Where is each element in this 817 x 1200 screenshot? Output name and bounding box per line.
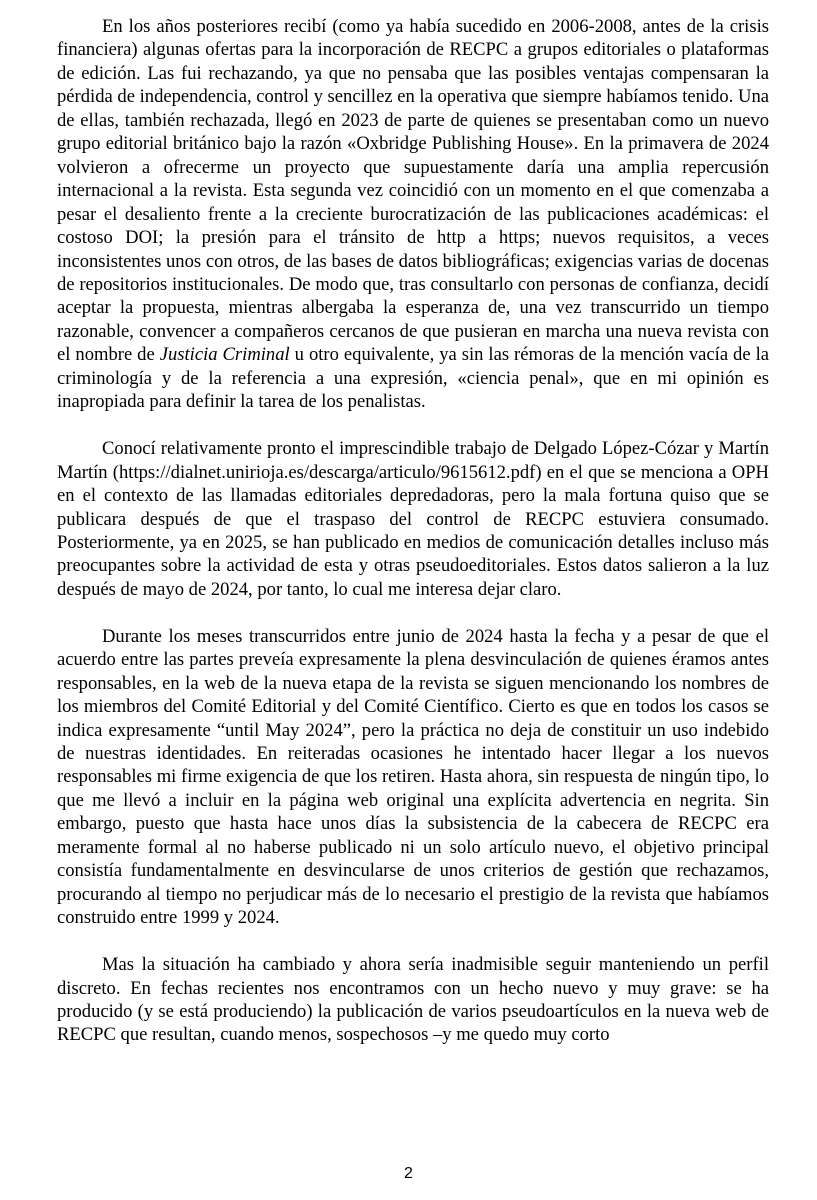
paragraph-1-text-a: En los años posteriores recibí (como ya había sucedido en 2006-2008, antes de la crisis financiera) algunas ofertas para la incorporación de RECPC a grupos editoriales o plataformas de edición. Las fui rechazando, ya que no pensaba que las posibles ventajas compensaran la pérdida de independencia, control y sencillez en la operativa que siempre habíamos tenido. Una de ellas, también rechazada, llegó en 2023 de parte de quienes se presentaban como un nuevo grupo editorial británico bajo la razón «Oxbridge Publishing House». En la primavera de 2024 volvieron a ofrecerme un proyecto que supuestamente daría una amplia repercusión internacional a la revista. Esta segunda vez coincidió con un momento en el que comenzaba a pesar el desaliento frente a la creciente burocratización de las publicaciones académicas: el costoso DOI; la presión para el tránsito de http a https; nuevos requisitos, a veces inconsistentes unos con otros, de las bases de datos bibliográficas; exigencias varias de docenas de repositorios institucionales. De modo que, tras consultarlo con personas de confianza, decidí aceptar la propuesta, mientras albergaba la esperanza de, una vez transcurrido un tiempo razonable, convencer a compañeros cercanos de que pusieran en marcha una nueva revista con el nombre de: [57, 16, 769, 366]
page-number: 2: [404, 1165, 413, 1182]
paragraph-4: Mas la situación ha cambiado y ahora sería inadmisible seguir manteniendo un perfil discreto. En fechas recientes nos encontramos con un hecho nuevo y muy grave: se ha producido (y se está produciendo) la publicación de varios pseudoartículos en la nueva web de RECPC que resultan, cuando menos, sospechosos –y me quedo muy corto: [57, 954, 769, 1046]
journal-title-emphasis: Justicia Criminal: [159, 344, 290, 366]
paragraph-1-text-b: u otro equivalente, ya sin las rémoras de la mención vacía de la criminología y de la referencia a una expresión, «ciencia penal», que en mi opinión es inapropiada para definir la tarea de los penalistas.: [57, 344, 770, 413]
document-body: [57, 15, 769, 1047]
paragraph-3: Durante los meses transcurridos entre junio de 2024 hasta la fecha y a pesar de que el acuerdo entre las partes preveía expresamente la plena desvinculación de quienes éramos antes responsables, en la web de la nueva etapa de la revista se siguen mencionando los nombres de los miembros del Comité Editorial y del Comité Científico. Cierto es que en todos los casos se indica expresamente “until May 2024”, pero la práctica no deja de constituir un uso indebido de nuestras identidades. En reiteradas ocasiones he intentado hacer llegar a los nuevos responsables mi firme exigencia de que los retiren. Hasta ahora, sin respuesta de ningún tipo, lo que me llevó a incluir en la página web original una explícita advertencia en negrita. Sin embargo, puesto que hasta hace unos días la subsistencia de la cabecera de RECPC era meramente formal al no haberse publicado ni un solo artículo nuevo, el objetivo principal consistía fundamentalmente en desvincularse de unos criterios de gestión que rechazamos, procurando al tiempo no perjudicar más de lo necesario el prestigio de la revista que habíamos construido entre 1999 y 2024.: [57, 625, 769, 929]
paragraph-2: Conocí relativamente pronto el imprescindible trabajo de Delgado López-Cózar y Martín Martín (https://dialnet.unirioja.es/descarga/articulo/9615612.pdf) en el que se menciona a OPH en el contexto de las llamadas editoriales depredadoras, pero la mala fortuna quiso que se publicara después de que el traspaso del control de RECPC estuviera consumado. Posteriormente, ya en 2025, se han publicado en medios de comunicación detalles incluso más preocupantes sobre la actividad de esta y otras pseudoeditoriales. Estos datos salieron a la luz después de mayo de 2024, por tanto, lo cual me interesa dejar claro.: [57, 438, 769, 600]
paragraph-1: [57, 15, 769, 414]
